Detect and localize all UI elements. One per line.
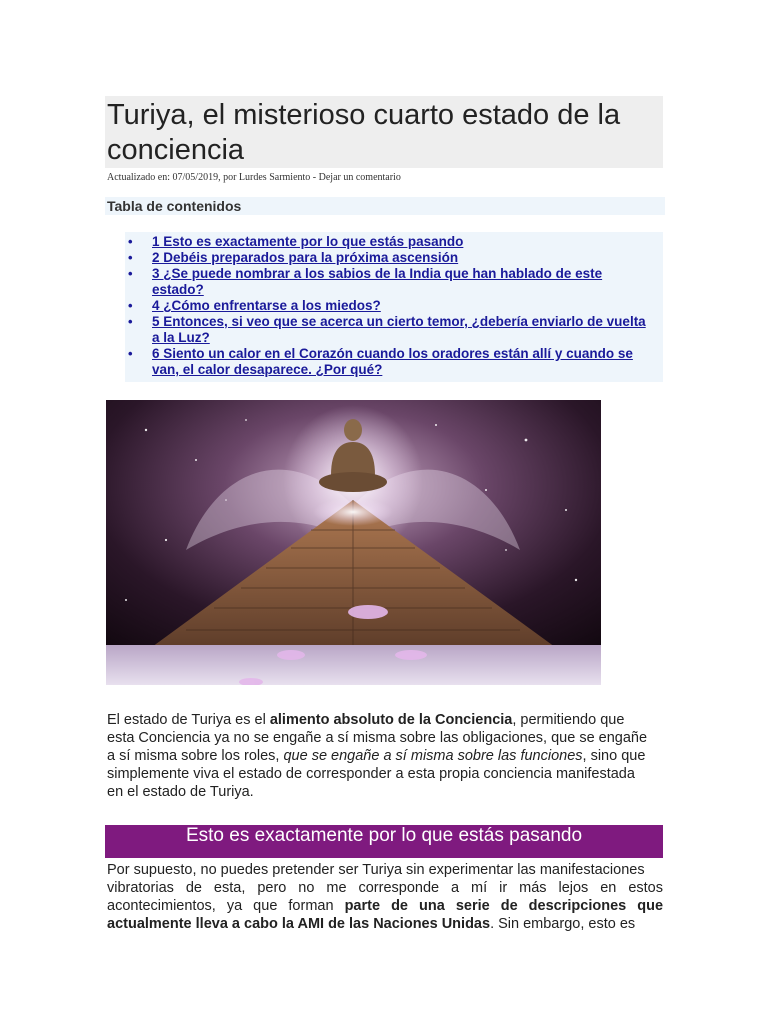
toc-item (125, 346, 663, 378)
section-paragraph (107, 861, 663, 933)
section-line3 (107, 897, 663, 915)
intro-line5: en el estado de Turiya. (107, 784, 254, 800)
section-line2: vibratorias de esta, pero no me corresponde a mí ir más lejos en estos (107, 880, 663, 896)
toc-heading: Tabla de contenidos (105, 197, 665, 215)
intro-line1 (107, 712, 624, 728)
hero-image (106, 400, 601, 685)
page-title: Turiya, el misterioso cuarto estado de la conciencia (107, 99, 621, 166)
bold-phrase: alimento absoluto de la Conciencia (269, 712, 513, 728)
bullet-icon: • (128, 314, 133, 329)
toc-item (125, 266, 663, 298)
intro-line4: simplemente viva el estado de corresponder a esta propia conciencia manifestada (107, 766, 635, 782)
post-meta (107, 172, 401, 183)
toc-item (125, 250, 663, 266)
bullet-icon: • (128, 266, 133, 281)
table-of-contents (125, 232, 663, 382)
text-run: a sí misma sobre los roles, (107, 748, 284, 764)
updated-date: Actualizado en: 07/05/2019, por (107, 172, 239, 183)
toc-link-5[interactable]: 5 Entonces, si veo que se acerca un cierto temor, ¿debería enviarlo de vuelta (152, 314, 646, 329)
toc-link-6[interactable]: 6 Siento un calor en el Corazón cuando los oradores están allí y cuando se (152, 346, 633, 361)
toc-link-2[interactable]: 2 Debéis preparados para la próxima ascensión (152, 250, 459, 265)
comment-link[interactable]: Dejar un comentario (318, 172, 401, 183)
bullet-icon: • (128, 250, 133, 265)
meta-separator: - (310, 172, 319, 183)
toc-link-4[interactable]: 4 ¿Cómo enfrentarse a los miedos? (152, 298, 381, 313)
bold-phrase: actualmente lleva a cabo la AMI de las Naciones Unidas (107, 916, 491, 932)
text-run: , sino que (582, 748, 646, 764)
bold-phrase: parte de una serie de descripciones que (344, 898, 664, 914)
author-link[interactable]: Lurdes Sarmiento (238, 172, 311, 183)
section-heading: Esto es exactamente por lo que estás pasando (105, 825, 663, 858)
toc-list (125, 232, 663, 378)
toc-item (125, 298, 663, 314)
intro-paragraph (107, 711, 663, 801)
toc-link-3[interactable]: 3 ¿Se puede nombrar a los sabios de la India que han hablado de este (152, 266, 603, 281)
text-run: acontecimientos, ya que forman (107, 898, 345, 914)
section-line1: Por supuesto, no puedes pretender ser Turiya sin experimentar las manifestaciones (107, 862, 645, 878)
italic-phrase: que se engañe a sí misma sobre las funciones (283, 748, 583, 764)
meditating-buddha-pyramid-illustration (106, 400, 601, 685)
section-line4 (107, 916, 635, 932)
intro-line2: esta Conciencia ya no se engañe a sí misma sobre las obligaciones, que se engañe (107, 730, 648, 746)
text-run: El estado de Turiya es el (107, 712, 270, 728)
toc-link-6-cont[interactable]: van, el calor desaparece. ¿Por qué? (152, 362, 383, 377)
bullet-icon: • (128, 298, 133, 313)
bullet-icon: • (128, 234, 133, 249)
toc-item (125, 234, 663, 250)
toc-link-5-cont[interactable]: a la Luz? (152, 330, 210, 345)
bullet-icon: • (128, 346, 133, 361)
toc-link-1[interactable]: 1 Esto es exactamente por lo que estás pasando (152, 234, 464, 249)
text-run: . Sin embargo, esto es (490, 916, 636, 932)
toc-item (125, 314, 663, 346)
title-box (105, 96, 663, 168)
toc-link-3-cont[interactable]: estado? (152, 282, 204, 297)
intro-line3 (107, 748, 645, 764)
text-run: , permitiendo que (512, 712, 625, 728)
